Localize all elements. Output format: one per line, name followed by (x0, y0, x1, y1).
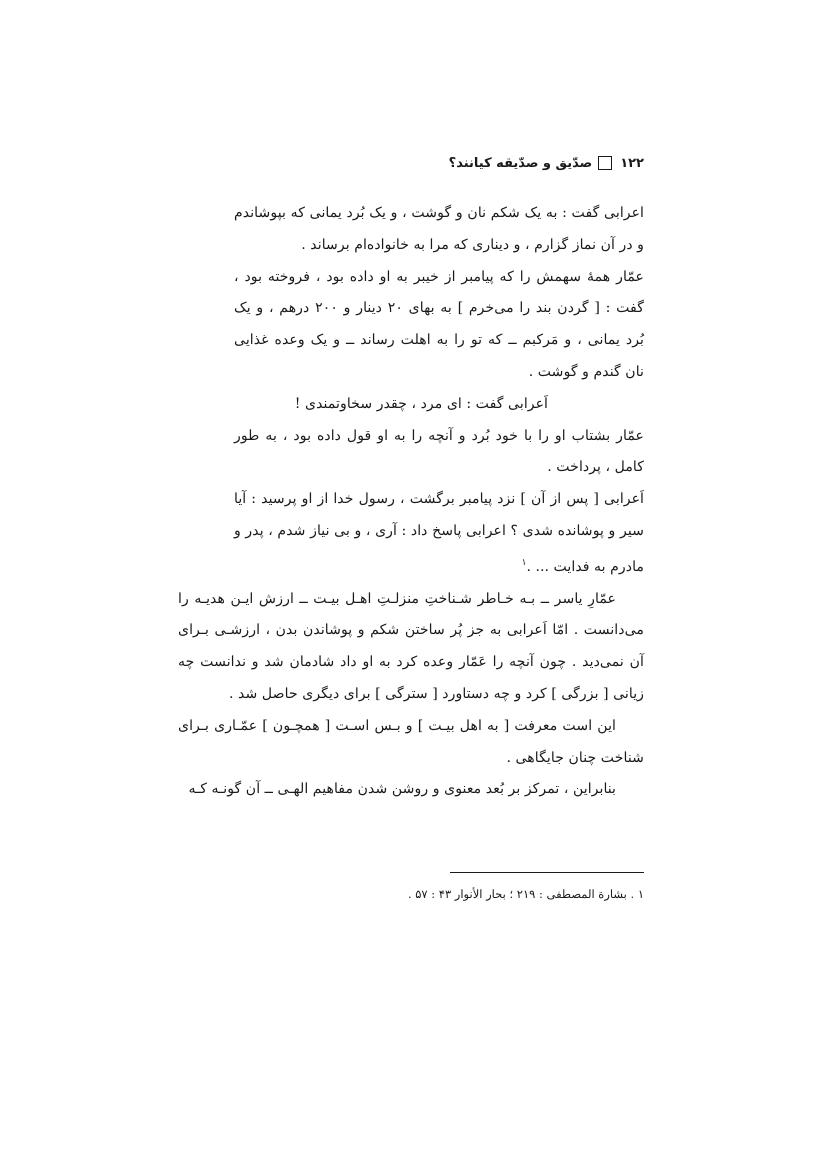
quote-paragraph: اَعرابی گفت : ای مرد ، چقدر سخاوتمندی ! (294, 395, 548, 412)
quoted-narrative (178, 198, 644, 584)
page-number: ۱۲۲ (620, 155, 644, 171)
running-title: صدّیق و صدّیقه کیانند؟ (448, 155, 593, 171)
body-paragraph: این است معرفت [ به اهل بیـت ] و بـس اسـت [ همچـون ] عمّـاری بـرای شناخت چنان جایگاهی . (178, 717, 644, 766)
quote-paragraph: اعرابی گفت : به یک شکم نان و گوشت ، و یک بُرد یمانی که بپوشاندم و در آن نماز گزارم ، و دیناری که مرا به خانواده‌ام برساند . (234, 205, 644, 253)
quote-paragraph-last (234, 484, 644, 583)
footnote-text: ۱ . بشارة المصطفی : ۲۱۹ ؛ بحار الأنوار ۴۳ : ۵۷ . (407, 887, 644, 901)
square-box-icon (598, 156, 612, 170)
quote-paragraph: عمّار بشتاب او را با خود بُرد و آنچه را به او قول داده بود ، به طور کامل ، پرداخت . (234, 427, 644, 476)
quote-paragraph-text: اَعرابی [ پس از آن ] نزد پیامبر برگشت ، رسول خدا از او پرسید : آیا سیر و پوشانده شدی ؟ اعرابی پاسخ داد : آری ، و بی نیاز شدم ، پدر و مادرم به فدایت ... . (234, 491, 644, 575)
footnote-divider (450, 872, 644, 873)
footnote-reference: ۱ (521, 557, 527, 568)
page-header (182, 152, 644, 174)
main-text (178, 198, 644, 806)
quote-paragraph: عمّار همهٔ سهمش را که پیامبر از خیبر به او داده بود ، فروخته بود ، گفت : [ گردن بند را می‌خرم ] به بهای ۲۰ دینار و ۲۰۰ درهم ، و یک بُرد یمانی ، و مَرکبم ــ که تو را به اهلت رساند ــ و یک وعده غذایی نان گندم و گوشت . (234, 268, 644, 380)
body-paragraph: بنابراین ، تمرکز بر بُعد معنوی و روشن شدن مفاهیم الهـی ــ آن گونـه کـه (188, 781, 616, 798)
prose-section (178, 584, 644, 807)
body-paragraph: عمّارِ یاسر ــ بـه خـاطر شـناختِ منزلـتِ اهـل بیـت ــ ارزش ایـن هدیـه را می‌دانست . امّا اَعرابی به جز پُر ساختن شکم و پوشاندن بدن ، ارزشـی بـرای آن نمی‌دید . چون آنچه را عَمّار وعده کرد به او داد شادمان شد و ندانست چه زیانی [ بزرگی ] کرد و چه دستاورد [ سترگی ] برای دیگری حاصل شد . (178, 590, 644, 702)
